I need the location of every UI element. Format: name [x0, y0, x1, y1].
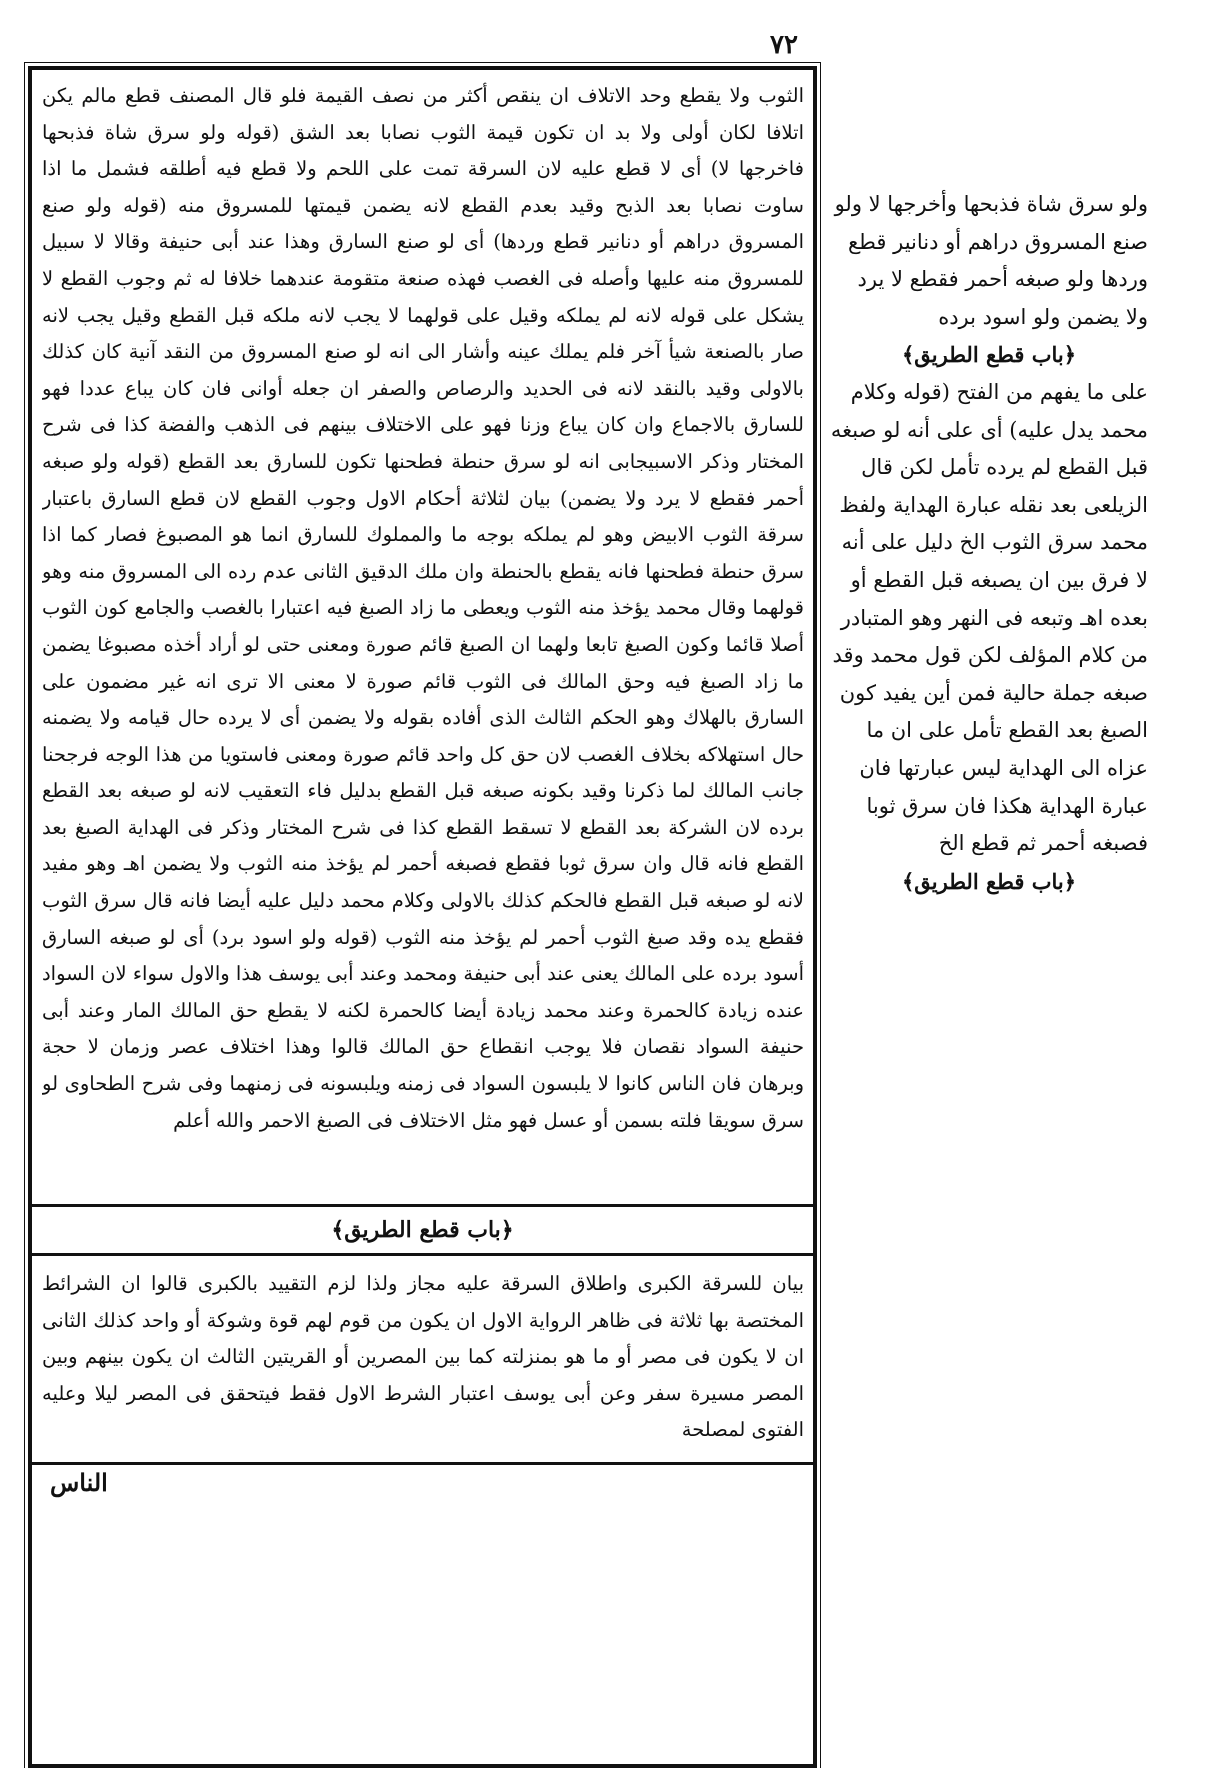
section-body-text: بيان للسرقة الكبرى واطلاق السرقة عليه مجاز ولذا لزم التقييد بالكبرى قالوا ان الشرائط المختصة بها ثلاثة فى ظاهر الرواية الاول ان يكون من قوم لهم قوة وشوكة أو واحد كذلك الثانى ان لا يكون فى مصر أو ما هو بمنزلته كما بين المصرين أو القريتين الثالث ان يكون بينهم وبين المصر مسيرة سفر وعن أبى يوسف اعتبار الشرط الاول فقط فيتحقق فى المصر ليلا وعليه الفتوى لمصلحة: [42, 1272, 804, 1442]
main-paragraph: الثوب ولا يقطع وحد الاتلاف ان ينقص أكثر من نصف القيمة فلو قال المصنف قطع مالم يكن اتلافا لكان أولى ولا بد ان تكون قيمة الثوب نصابا بعد الشق (قوله ولو سرق شاة فذبحها فاخرجها لا) أى لا قطع عليه لان السرقة تمت على اللحم ولا قطع فيه أطلقه فشمل ما اذا ساوت نصابا بعد الذبح وقيد بعدم القطع لانه يضمن قيمتها للمسروق منه (قوله ولو صنع المسروق دراهم أو دنانير قطع وردها) أى لو صنع السارق وهذا عند أبى حنيفة وقالا لا سبيل للمسروق منه عليها وأصله فى الغصب فهذه صنعة متقومة عندهما خلافا له ثم وجوب القطع لا يشكل على قوله لانه لم يملكه وقيل على قولهما لا يجب لانه ملكه قبل القطع وقيل يجب لانه صار بالصنعة شيأ آخر فلم يملك عينه وأشار الى انه لو صنع المسروق من النقد آنية كان كذلك بالاولى وقيد بالنقد لانه فى الحديد والرصاص والصفر ان جعله أوانى فان كان يباع عددا فهو للسارق بالاجماع وان كان يباع وزنا فهو على الاختلاف بينهم فى الذهب والفضة كذا فى شرح المختار وذكر الاسبيجابى انه لو سرق حنطة فطحنها تكون للسارق بعد القطع (قوله ولو صبغه أحمر فقطع لا يرد ولا يضمن) بيان لثلاثة أحكام الاول وجوب القطع لان قطع السارق باعتبار سرقة الثوب الابيض وهو لم يملكه بوجه ما والمملوك للسارق انما هو المصبوغ فصار كما اذا سرق حنطة فطحنها فانه يقطع بالحنطة وان ملك الدقيق الثانى عدم رده الى المسروق منه وهو قولهما وقال محمد يؤخذ منه الثوب ويعطى ما زاد الصبغ فيه اعتبارا بالغصب والجامع كون الثوب أصلا قائما وكون الصبغ تابعا ولهما ان الصبغ قائم صورة ومعنى حتى لو أراد أخذه مصبوغا يضمن ما زاد الصبغ فيه وحق المالك فى الثوب قائم صورة لا معنى الا ترى انه غير مضمون على السارق بالهلاك وهو الحكم الثالث الذى أفاده بقوله ولا يضمن أى لا يرده حال قيامه ولا يضمنه حال استهلاكه بخلاف الغصب لان حق كل واحد قائم صورة ومعنى فاستويا من هذا الوجه فرجحنا جانب المالك لما ذكرنا وقيد بكونه صبغه قبل القطع بدليل فاء التعقيب لانه لو صبغه بعد القطع برده لان الشركة بعد القطع لا تسقط القطع كذا فى شرح المختار وذكر فى الهداية الصبغ بعد القطع فانه قال وان سرق ثوبا فقطع فصبغه أحمر لم يؤخذ منه الثوب ولا يضمن اهـ وهو مفيد لانه لو صبغه قبل القطع فالحكم كذلك بالاولى وكلام محمد دليل عليه أيضا فانه قال سرق الثوب فقطع يده وقد صبغ الثوب أحمر لم يؤخذ منه الثوب (قوله ولو اسود برد) أى لو صبغه السارق أسود برده على المالك يعنى عند أبى حنيفة ومحمد وعند أبى يوسف هذا والاول سواء لان السواد عنده زيادة كالحمرة وعند محمد زيادة أيضا كالحمرة لكنه لا يقطع حق المالك المار وعند أبى حنيفة السواد نقصان فلا يوجب انقطاع حق المالك قالوا وهذا اختلاف عصر وزمان لا حجة وبرهان فان الناس كانوا لا يلبسون السواد فى زمنه ويلبسونه فى زمنهما وفى شرح الطحاوى لو سرق سويقا فلته بسمن أو عسل فهو مثل الاختلاف فى الصبغ الاحمر والله أعلم: [42, 84, 804, 1132]
bottom-rule: [28, 1462, 817, 1465]
margin-heading-2: ﴿باب قطع الطريق﴾: [901, 868, 1077, 894]
catchword: الناس: [50, 1468, 108, 1497]
main-commentary-text: [42, 78, 804, 1200]
page-number: ٧٢: [770, 30, 798, 60]
margin-gloss: [830, 186, 1148, 1266]
margin-heading-1: ﴿باب قطع الطريق﴾: [901, 342, 1077, 368]
section-heading: ﴿باب قطع الطريق﴾: [28, 1204, 817, 1256]
margin-text-2: على ما يفهم من الفتح (قوله وكلام محمد يدل عليه) أى على أنه لو صبغه قبل القطع لم يرده تأمل لكن قال الزيلعى بعد نقله عبارة الهداية ولفظ محمد سرق الثوب الخ دليل على أنه لا فرق بين ان يصبغه قبل القطع أو بعده اهـ وتبعه فى النهر وهو المتبادر من كلام المؤلف لكن قول محمد وقد صبغه جملة حالية فمن أين يفيد كون الصبغ بعد القطع تأمل على ان ما عزاه الى الهداية ليس عبارتها فان عبارة الهداية هكذا فان سرق ثوبا فصبغه أحمر ثم قطع الخ: [830, 379, 1148, 856]
margin-text-1: ولو سرق شاة فذبحها وأخرجها لا ولو صنع المسروق دراهم أو دنانير قطع وردها ولو صبغه أحمر فقطع لا يرد ولا يضمن ولو اسود برده: [834, 192, 1148, 329]
